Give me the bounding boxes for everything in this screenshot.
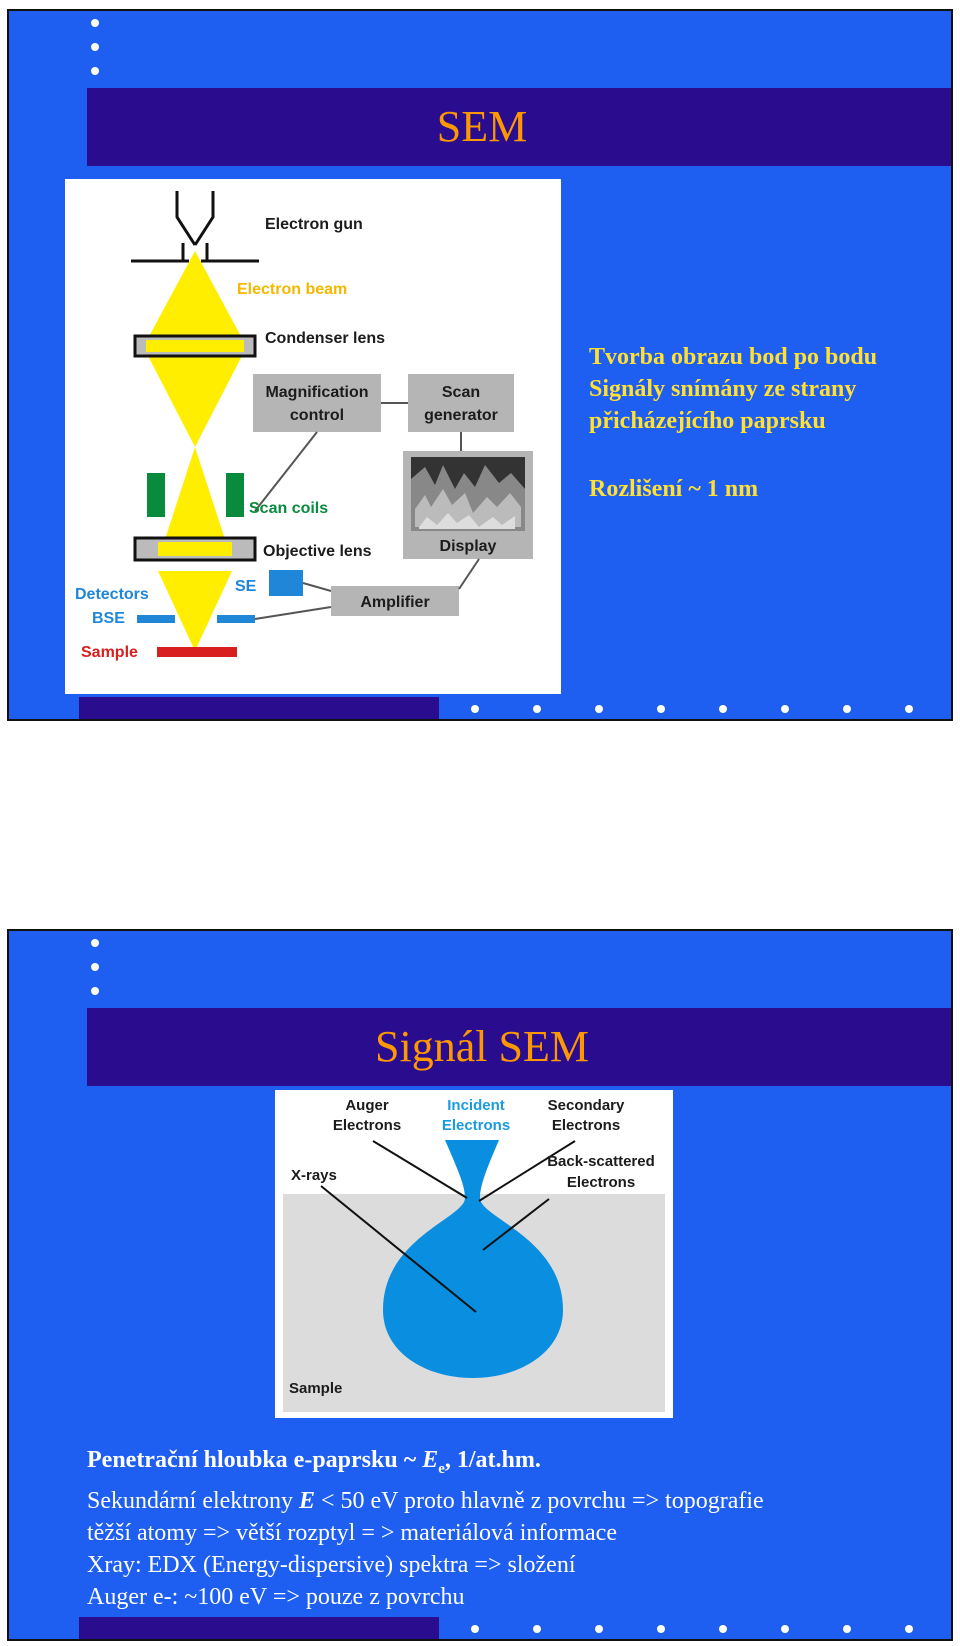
display-label: Display <box>439 538 497 555</box>
se-detector <box>269 570 303 596</box>
auger-line: Auger e-: ~100 eV => pouze z povrchu <box>87 1583 465 1610</box>
electron-beam-bottom <box>158 571 232 651</box>
condenser-lens-label: Condenser lens <box>265 330 386 347</box>
electron-beam-top <box>146 251 244 342</box>
electron-gun-label: Electron gun <box>265 216 363 233</box>
sem-description <box>589 341 877 505</box>
slide-title: Signál SEM <box>375 1022 589 1071</box>
signal-description <box>87 1444 947 1613</box>
backscattered-label-2: Electrons <box>566 1174 636 1191</box>
bullet-dots <box>91 19 99 91</box>
scan-generator-label-2: generator <box>424 407 498 424</box>
magnification-control-label-1: Magnification <box>265 384 369 401</box>
backscattered-label-1: Back-scattered <box>547 1153 655 1170</box>
secondary-electrons-line: Sekundární elektrony E < 50 eV proto hlavně z povrchu => topografie <box>87 1487 764 1514</box>
sem-schematic-diagram <box>65 179 561 694</box>
objective-lens-label: Objective lens <box>263 543 372 560</box>
resolution-text: Rozlišení ~ 1 nm <box>589 476 759 502</box>
xray-line: Xray: EDX (Energy-dispersive) spektra => složení <box>87 1551 576 1578</box>
sem-micrograph-image <box>411 457 525 531</box>
scan-coil-right <box>226 473 244 517</box>
slide-signal-sem <box>7 929 953 1641</box>
bse-label: BSE <box>92 610 125 627</box>
secondary-label-1: Secondary <box>547 1097 625 1114</box>
xrays-label: X-rays <box>291 1167 337 1184</box>
incident-label-1: Incident <box>447 1097 505 1114</box>
magnification-control-label-2: control <box>289 407 345 424</box>
bullet-dots <box>91 939 99 1011</box>
se-label: SE <box>235 578 257 595</box>
sample-label: Sample <box>81 644 138 661</box>
sample-stage <box>157 647 237 657</box>
footer-bar <box>79 697 439 719</box>
interaction-volume-diagram <box>275 1090 673 1418</box>
electron-gun-icon <box>131 191 259 261</box>
heavy-atoms-line: těžší atomy => větší rozptyl = > materiálová informace <box>87 1519 617 1546</box>
sample-label: Sample <box>289 1380 343 1397</box>
footer-bar <box>79 1617 439 1639</box>
electron-beam-mid <box>146 352 244 447</box>
bse-detector-left <box>137 615 175 623</box>
amplifier-label: Amplifier <box>360 594 430 611</box>
description-line-2: Signály snímány ze strany <box>589 376 857 402</box>
scan-coils-label: Scan coils <box>249 500 329 517</box>
incident-label-2: Electrons <box>441 1117 511 1134</box>
electron-beam-label: Electron beam <box>237 281 348 298</box>
slide-title: SEM <box>436 102 528 151</box>
secondary-label-2: Electrons <box>551 1117 621 1134</box>
description-line-1: Tvorba obrazu bod po bodu <box>589 344 878 370</box>
detectors-label: Detectors <box>75 586 149 603</box>
auger-label-1: Auger <box>345 1097 389 1114</box>
slide-sem <box>7 9 953 721</box>
auger-label-2: Electrons <box>332 1117 402 1134</box>
scan-coil-left <box>147 473 165 517</box>
penetration-depth-line: Penetrační hloubka e-paprsku ~ $E_e$, 1/at.hm. <box>87 1447 541 1477</box>
scan-generator-label-1: Scan <box>441 384 481 401</box>
description-line-3: přicházejícího paprsku <box>589 408 826 434</box>
bse-detector-right <box>217 615 255 623</box>
